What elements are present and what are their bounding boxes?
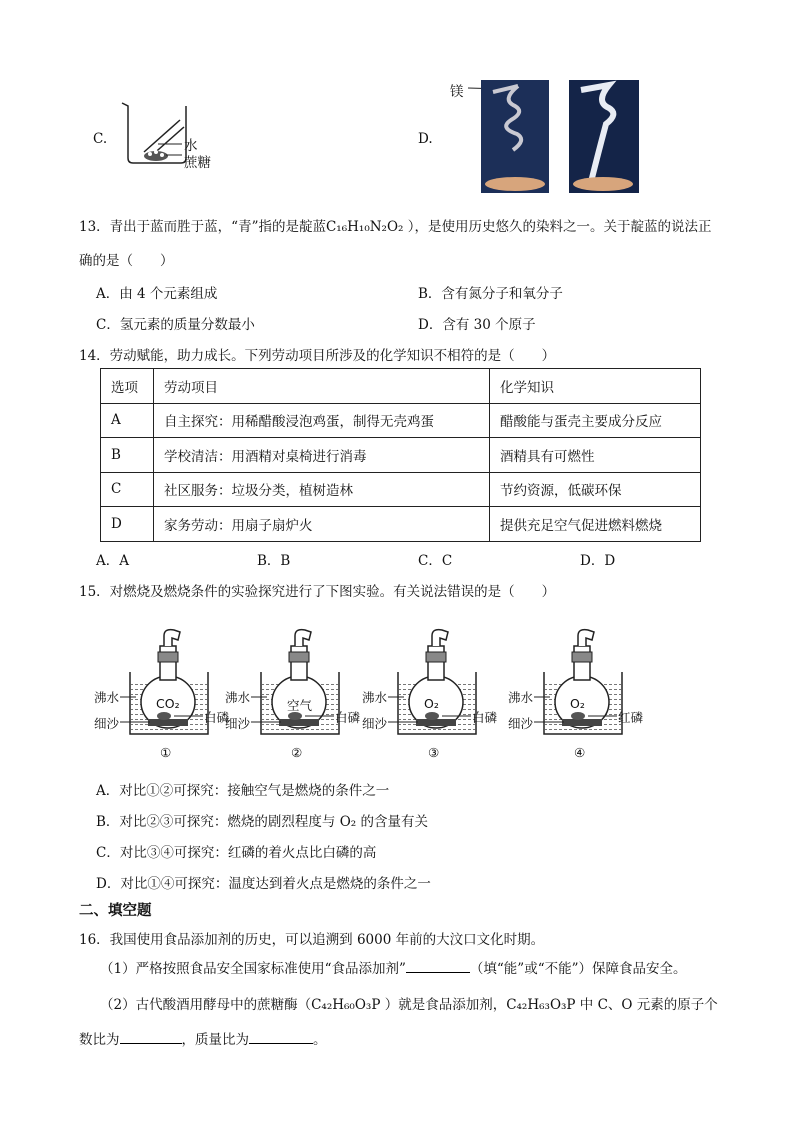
q16-stem: 16．我国使用食品添加剂的历史，可以追溯到 6000 年前的大汶口文化时期。 <box>79 932 545 948</box>
table-row <box>101 438 701 473</box>
q15-option-a: A．对比①②可探究：接触空气是燃烧的条件之一 <box>96 783 390 799</box>
cell: 家务劳动：用扇子扇炉火 <box>154 507 490 542</box>
header-knowledge: 化学知识 <box>490 369 701 404</box>
answer-blank[interactable] <box>406 958 470 973</box>
q13-option-d: D．含有 30 个原子 <box>418 317 536 333</box>
q15-option-b: B．对比②③可探究：燃烧的剧烈程度与 O₂ 的含量有关 <box>96 814 428 830</box>
q16-part1-before: （1）严格按照食品安全国家标准使用“食品添加剂” <box>100 961 406 977</box>
cell: 提供充足空气促进燃料燃烧 <box>490 507 701 542</box>
flask-figure <box>362 622 518 767</box>
flask-drawing <box>514 622 664 747</box>
table-row <box>101 403 701 438</box>
answer-blank[interactable] <box>249 1029 313 1044</box>
cell: A <box>101 403 154 438</box>
cell: 社区服务：垃圾分类，植树造林 <box>154 472 490 507</box>
section-title: 二、填空题 <box>79 903 152 919</box>
q13-stem-line2: 确的是（ ） <box>79 253 174 269</box>
cell: B <box>101 438 154 473</box>
figure-number: ③ <box>428 745 440 760</box>
q15-option-c: C．对比③④可探究：红磷的着火点比白磷的高 <box>96 845 377 861</box>
flask-figure <box>225 622 381 767</box>
q16-part2-text-a: 数比为 <box>79 1032 120 1048</box>
cell: 醋酸能与蛋壳主要成分反应 <box>490 403 701 438</box>
cell: 酒精具有可燃性 <box>490 438 701 473</box>
q14-answer-d: D．D <box>580 553 616 569</box>
q15-stem: 15．对燃烧及燃烧条件的实验探究进行了下图实验。有关说法错误的是（ ） <box>79 584 556 600</box>
phosphorus-label: 红磷 <box>618 710 644 725</box>
q14-table <box>100 368 701 542</box>
gas-label: 空气 <box>287 698 313 713</box>
gas-label: O₂ <box>570 696 585 711</box>
header-project: 劳动项目 <box>154 369 490 404</box>
cell: 自主探究：用稀醋酸浸泡鸡蛋，制得无壳鸡蛋 <box>154 403 490 438</box>
phosphorus-label: 白磷 <box>335 710 361 725</box>
boiling-water-label: 沸水 <box>94 690 120 705</box>
q16-part1-after: （填“能”或“不能”）保障食品安全。 <box>469 961 687 977</box>
flask-figure <box>508 622 664 767</box>
fine-sand-label: 细沙 <box>225 716 251 731</box>
phosphorus-label: 白磷 <box>472 710 498 725</box>
boiling-water-label: 沸水 <box>225 690 251 705</box>
option-c-label: C. <box>93 131 108 147</box>
figure-number: ① <box>160 745 172 760</box>
cell: D <box>101 507 154 542</box>
cell: 学校清洁：用酒精对桌椅进行消毒 <box>154 438 490 473</box>
q14-answer-a: A．A <box>96 553 129 569</box>
water-label: 水 <box>184 138 198 154</box>
answer-blank[interactable] <box>120 1029 182 1044</box>
flask-drawing <box>368 622 518 747</box>
sugar-label: 蔗糖 <box>184 155 211 171</box>
beaker-sugar-figure <box>118 100 228 170</box>
boiling-water-label: 沸水 <box>508 690 534 705</box>
q15-option-d: D．对比①④可探究：温度达到着火点是燃烧的条件之一 <box>96 876 431 892</box>
magnesium-photos <box>463 80 643 194</box>
q16-part2-text-c: 。 <box>313 1032 327 1048</box>
table-header-row <box>101 369 701 404</box>
fine-sand-label: 细沙 <box>508 716 534 731</box>
cell: C <box>101 472 154 507</box>
gas-label: CO₂ <box>156 696 180 711</box>
q13-option-c: C．氢元素的质量分数最小 <box>96 317 255 333</box>
phosphorus-label: 白磷 <box>204 710 230 725</box>
boiling-water-label: 沸水 <box>362 690 388 705</box>
flask-drawing <box>231 622 381 747</box>
gas-label: O₂ <box>424 696 439 711</box>
q16-part2-text-b: ，质量比为 <box>181 1032 249 1048</box>
q14-stem: 14．劳动赋能，助力成长。下列劳动项目所涉及的化学知识不相符的是（ ） <box>79 348 556 364</box>
q13-option-a: A．由 4 个元素组成 <box>96 286 218 302</box>
table-row <box>101 507 701 542</box>
table-row <box>101 472 701 507</box>
figure-number: ② <box>291 745 303 760</box>
q16-part1 <box>100 957 687 977</box>
cell: 节约资源，低碳环保 <box>490 472 701 507</box>
q13-option-b: B．含有氮分子和氧分子 <box>418 286 563 302</box>
fine-sand-label: 细沙 <box>362 716 388 731</box>
q14-answer-b: B．B <box>257 553 291 569</box>
q13-stem-line1: 13．青出于蓝而胜于蓝，“青”指的是靛蓝C₁₆H₁₀N₂O₂ ），是使用历史悠久的染料之一。关于靛蓝的说法正 <box>79 219 712 235</box>
magnesium-label: 镁 <box>450 84 464 100</box>
q14-answer-c: C．C <box>418 553 453 569</box>
option-d-label: D. <box>418 131 433 147</box>
q16-part2-line2 <box>79 1028 327 1048</box>
fine-sand-label: 细沙 <box>94 716 120 731</box>
header-option: 选项 <box>101 369 154 404</box>
q16-part2-line1: （2）古代酸酒用酵母中的蔗糖酶（C₄₂H₆₀O₃P ）就是食品添加剂，C₄₂H₆₃O₃P 中 C、O 元素的原子个 <box>100 997 718 1013</box>
figure-number: ④ <box>574 745 586 760</box>
